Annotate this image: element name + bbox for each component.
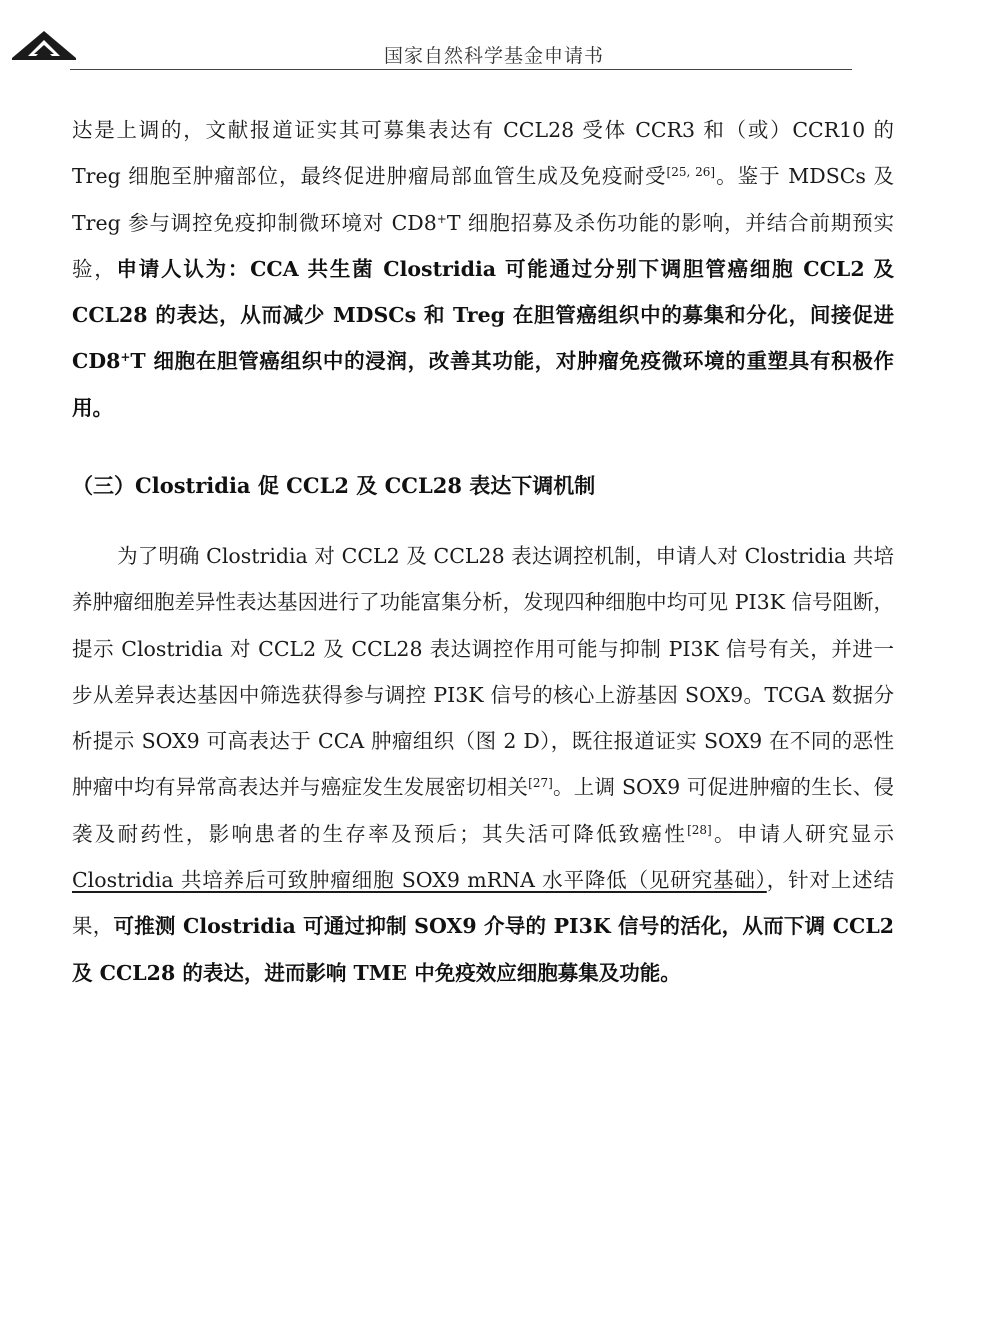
- page-header: [0, 0, 988, 76]
- p2-text-3: 。申请人研究显示: [711, 821, 895, 846]
- header-title: 国家自然科学基金申请书: [383, 45, 604, 67]
- p1-hypothesis-bold-2: T 细胞在胆管癌组织中的浸润，改善其功能，对肿瘤免疫微环境的重塑具有积极作用。: [72, 349, 894, 420]
- p1-hypothesis-bold-1: 申请人认为：CCA 共生菌 Clostridia 可能通过分别下调胆管癌细胞 CCL2 及 CCL28 的表达，从而减少 MDSCs 和 Treg 在胆管癌组织中的募集和分化，间接促进 CD8: [72, 256, 894, 374]
- p2-text-4: ，针对上述结果，: [72, 868, 895, 939]
- p2-citation-27: [27]: [528, 776, 553, 791]
- p2-text-2: 。上调 SOX9 可促进肿瘤的生长、侵袭及耐药性，影响患者的生存率及预后；其失活可降低致癌性: [72, 775, 894, 846]
- p1-superscript-plus-1: +: [436, 211, 447, 226]
- p1-citation-25-26: [25, 26]: [666, 165, 716, 180]
- p1-text-2: 。鉴于 MDSCs 及 Treg 参与调控免疫抑制微环境对 CD8: [72, 164, 894, 235]
- p2-text-1: 为了明确 Clostridia 对 CCL2 及 CCL28 表达调控机制，申请人对 Clostridia 共培养肿瘤细胞差异性表达基因进行了功能富集分析，发现四种细胞中均可见 PI3K 信号阻断，提示 Clostridia 对 CCL2 及 CCL28 表达调控作用可能与抑制 PI3K 信号有关，并进一步从差异表达基因中筛选获得参与调控 PI3K 信号的核心上游基因 SOX9。TCGA 数据分析提示 SOX9 可高表达于 CCA 肿瘤组织（图 2 D），既往报道证实 SOX9 在不同的恶性肿瘤中均有异常高表达并与癌症发生发展密切相关: [72, 544, 894, 800]
- p1-text-1: 达是上调的，文献报道证实其可募集表达有 CCL28 受体 CCR3 和（或）CCR10 的 Treg 细胞至肿瘤部位，最终促进肿瘤局部血管生成及免疫耐受: [72, 118, 894, 189]
- p2-citation-28: [28]: [687, 822, 712, 837]
- paragraph-treg-mdsc: [72, 107, 894, 431]
- p2-underlined-result: Clostridia 共培养后可致肿瘤细胞 SOX9 mRNA 水平降低（见研究基础）: [72, 868, 767, 893]
- p2-hypothesis-bold: 可推测 Clostridia 可通过抑制 SOX9 介导的 PI3K 信号的活化，从而下调 CCL2 及 CCL28 的表达，进而影响 TME 中免疫效应细胞募集及功能。: [72, 914, 895, 985]
- section-heading-3: （三）Clostridia 促 CCL2 及 CCL28 表达下调机制: [72, 473, 596, 498]
- paragraph-sox9-mechanism: [72, 533, 894, 996]
- p1-superscript-plus-2: +: [120, 350, 131, 365]
- header-divider: [70, 69, 852, 70]
- p1-text-3: T 细胞招募及杀伤功能的影响，并结合前期预实验，: [72, 210, 894, 281]
